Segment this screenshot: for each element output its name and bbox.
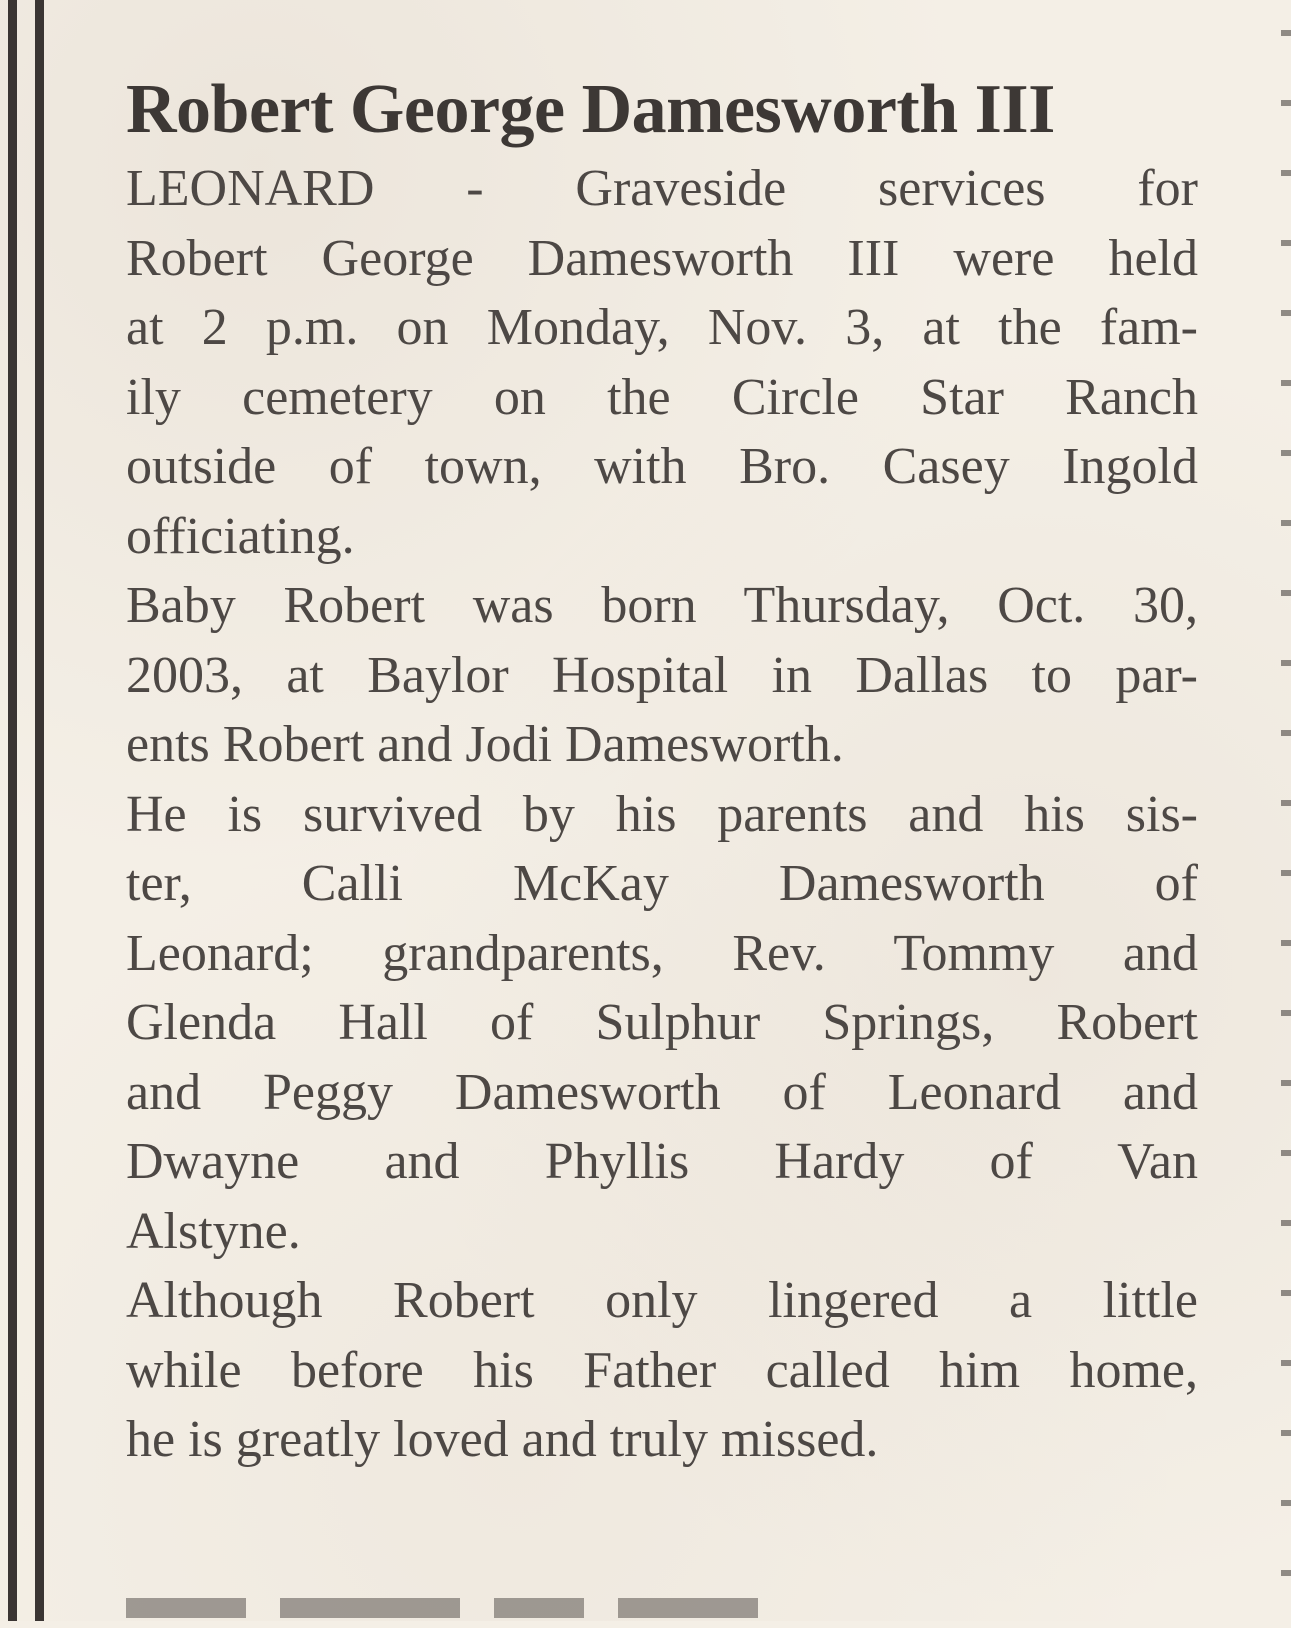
closing-paragraph xyxy=(126,1266,1198,1475)
text-line: He is survived by his parents and his sis- xyxy=(126,785,1198,843)
text-line: LEONARD - Graveside services for xyxy=(126,160,1198,217)
text-line: ily cemetery on the Circle Star Ranch xyxy=(126,368,1198,426)
next-article-fragment xyxy=(126,1598,826,1628)
text-line: Dwayne and Phyllis Hardy of Van xyxy=(126,1133,1198,1190)
birth-paragraph xyxy=(126,571,1198,780)
text-line: Although Robert only lingered a little xyxy=(126,1272,1198,1329)
text-line: Leonard; grandparents, Rev. Tommy and xyxy=(126,924,1198,982)
text-line: Baby Robert was born Thursday, Oct. 30, xyxy=(126,577,1198,634)
adjacent-column-edge xyxy=(1281,0,1291,1621)
text-line: at 2 p.m. on Monday, Nov. 3, at the fam- xyxy=(126,299,1198,356)
obituary-headline: Robert George Damesworth III xyxy=(126,71,1055,148)
text-line: he is greatly loved and truly missed. xyxy=(126,1411,879,1468)
text-line: Alstyne. xyxy=(126,1202,301,1260)
column-rule xyxy=(8,0,44,1621)
text-line: Glenda Hall of Sulphur Springs, Robert xyxy=(126,994,1198,1051)
text-line: while before his Father called him home, xyxy=(126,1341,1198,1399)
text-line: outside of town, with Bro. Casey Ingold xyxy=(126,438,1198,495)
text-line: ter, Calli McKay Damesworth of xyxy=(126,855,1198,912)
text-line: 2003, at Baylor Hospital in Dallas to par- xyxy=(126,646,1198,704)
survivors-paragraph xyxy=(126,780,1198,1267)
obituary-article xyxy=(126,68,1198,1475)
text-line: Robert George Damesworth III were held xyxy=(126,229,1198,287)
text-line: ents Robert and Jodi Damesworth. xyxy=(126,716,844,773)
text-line: officiating. xyxy=(126,507,355,565)
services-paragraph xyxy=(126,154,1198,571)
text-line: and Peggy Damesworth of Leonard and xyxy=(126,1063,1198,1121)
